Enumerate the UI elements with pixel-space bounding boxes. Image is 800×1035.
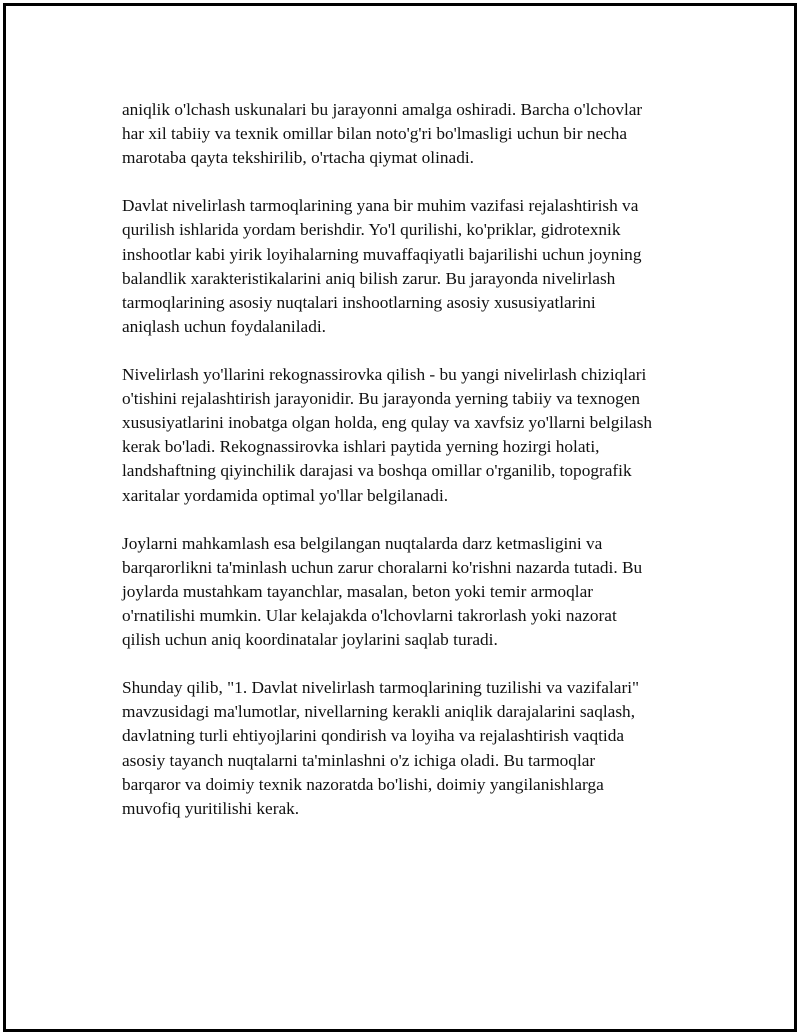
text-line: aniqlash uchun foydalaniladi.: [122, 316, 326, 336]
text-line: xaritalar yordamida optimal yo'llar belgilanadi.: [122, 485, 449, 505]
text-line: Nivelirlash yo'llarini rekognassirovka qilish - bu yangi nivelirlash chiziqlari: [122, 365, 647, 385]
paragraph-5: [122, 676, 694, 821]
paragraph-2: [122, 194, 694, 339]
text-line: inshootlar kabi yirik loyihalarning muvaffaqiyatli bajarilishi uchun joyning: [122, 244, 642, 264]
text-line: marotaba qayta tekshirilib, o'rtacha qiymat olinadi.: [122, 148, 474, 168]
text-line: kerak bo'ladi. Rekognassirovka ishlari paytida yerning hozirgi holati,: [122, 437, 600, 457]
paragraph-4: [122, 532, 694, 652]
text-line: har xil tabiiy va texnik omillar bilan noto'g'ri bo'lmasligi uchun bir necha: [122, 124, 628, 144]
text-line: xususiyatlarini inobatga olgan holda, eng qulay va xavfsiz yo'llarni belgilash: [122, 413, 653, 433]
text-line: aniqlik o'lchash uskunalari bu jarayonni amalga oshiradi. Barcha o'lchovlar: [122, 100, 643, 119]
text-line: mavzusidagi ma'lumotlar, nivellarning kerakli aniqlik darajalarini saqlash,: [122, 702, 636, 722]
paragraph-1: [122, 98, 694, 170]
text-line: Davlat nivelirlash tarmoqlarining yana bir muhim vazifasi rejalashtirish va: [122, 196, 639, 216]
text-line: joylarda mustahkam tayanchlar, masalan, beton yoki temir armoqlar: [122, 581, 594, 601]
text-line: balandlik xarakteristikalarini aniq bilish zarur. Bu jarayonda nivelirlash: [122, 268, 616, 288]
text-line: muvofiq yuritilishi kerak.: [122, 798, 300, 818]
paragraph-3: [122, 363, 694, 508]
text-line: tarmoqlarining asosiy nuqtalari inshootlarning asosiy xususiyatlarini: [122, 292, 596, 312]
document-body: [122, 98, 694, 845]
text-line: landshaftning qiyinchilik darajasi va boshqa omillar o'rganilib, topografik: [122, 461, 632, 481]
text-line: Shunday qilib, "1. Davlat nivelirlash tarmoqlarining tuzilishi va vazifalari": [122, 678, 640, 698]
text-line: Joylarni mahkamlash esa belgilangan nuqtalarda darz ketmasligini va: [122, 533, 603, 553]
text-line: barqarorlikni ta'minlash uchun zarur choralarni ko'rishni nazarda tutadi. Bu: [122, 557, 643, 577]
text-line: barqaror va doimiy texnik nazoratda bo'lishi, doimiy yangilanishlarga: [122, 774, 604, 794]
text-line: qurilish ishlarida yordam berishdir. Yo'l qurilishi, ko'priklar, gidrotexnik: [122, 220, 621, 240]
text-line: o'tishini rejalashtirish jarayonidir. Bu jarayonda yerning tabiiy va texnogen: [122, 389, 641, 409]
text-line: o'rnatilishi mumkin. Ular kelajakda o'lchovlarni takrorlash yoki nazorat: [122, 605, 617, 625]
text-line: davlatning turli ehtiyojlarini qondirish va loyiha va rejalashtirish vaqtida: [122, 726, 625, 746]
text-line: qilish uchun aniq koordinatalar joylarini saqlab turadi.: [122, 630, 498, 650]
document-page: [3, 3, 797, 1032]
text-line: asosiy tayanch nuqtalarni ta'minlashni o'z ichiga oladi. Bu tarmoqlar: [122, 750, 596, 770]
